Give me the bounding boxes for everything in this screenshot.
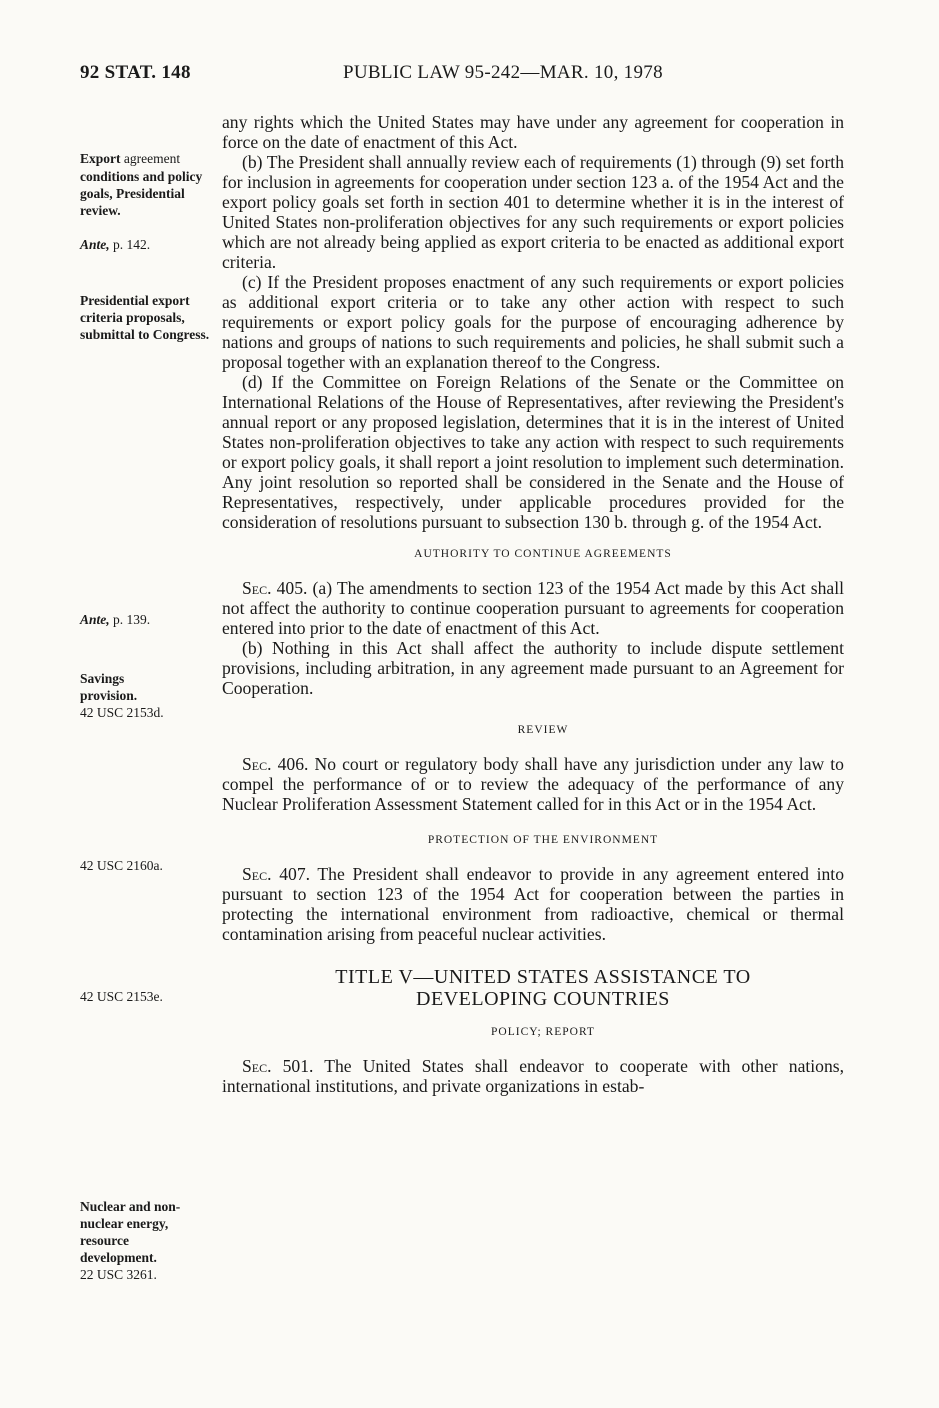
- margin-note-export: Export agreement: [80, 151, 181, 166]
- margin-note-usc-2153e: 42 USC 2153e.: [80, 989, 163, 1004]
- page-header-title: PUBLIC LAW 95-242—MAR. 10, 1978: [343, 62, 663, 83]
- title-v-line1: TITLE V—UNITED STATES ASSISTANCE TO: [335, 966, 751, 988]
- margin-note-nuclear-energy: Nuclear and non-nuclear energy, resource development.: [80, 1199, 181, 1265]
- heading-authority: AUTHORITY TO CONTINUE AGREEMENTS: [414, 548, 672, 560]
- paragraph-continuation: any rights which the United States may have under any agreement for cooperation in force on the date of enactment of this Act.: [222, 112, 844, 152]
- margin-note-ante-139: Ante, p. 139.: [80, 612, 151, 627]
- paragraph-b: (b) The President shall annually review each of requirements (1) through (9) set forth for inclusion in agreements for cooperation under section 123 a. of the 1954 Act and the export policy goals set forth in section 401 to determine whether it is in the interest of United States non-proliferation objectives for any such requirements or export policies which are not already being applied as export criteria to be enacted as additional export criteria.: [222, 152, 844, 272]
- paragraph-d: (d) If the Committee on Foreign Relations of the Senate or the Committee on International Relations of the House of Representatives, after reviewing the President's annual report or any proposed legislation, determines that it is in the interest of United States non-proliferation objectives to take any action with respect to such requirements or export policy goals, it shall report a joint resolution to implement such determination. Any joint resolution so reported shall be considered in the Senate and the House of Representatives, respectively, under applicable procedures provided for the consideration of resolutions pursuant to subsection 130 b. through g. of the 1954 Act.: [222, 372, 844, 532]
- section-405a: Sec. 405. (a) The amendments to section 123 of the 1954 Act made by this Act shall not affect the authority to continue cooperation pursuant to agreements for cooperation entered into prior to the date of enactment of this Act.: [222, 578, 844, 638]
- heading-policy-report: POLICY; REPORT: [491, 1026, 595, 1038]
- margin-note-usc-3261: 22 USC 3261.: [80, 1267, 157, 1282]
- margin-note-usc-2153d: 42 USC 2153d.: [80, 705, 164, 720]
- margin-note-conditions: conditions and policy goals, Presidential review.: [80, 169, 203, 218]
- margin-note-presidential-export: Presidential export criteria proposals, submittal to Congress.: [80, 293, 210, 342]
- margin-note-usc-2160a: 42 USC 2160a.: [80, 858, 163, 873]
- heading-environment: PROTECTION OF THE ENVIRONMENT: [427, 834, 659, 846]
- section-501: Sec. 501. The United States shall endeavor to cooperate with other nations, international institutions, and private organizations in estab-: [222, 1056, 844, 1096]
- margin-note-savings: Savings provision.: [80, 671, 138, 703]
- section-407: Sec. 407. The President shall endeavor to provide in any agreement entered into pursuant to section 123 of the 1954 Act for cooperation between the parties in protecting the international environment from radioactive, chemical or thermal contamination arising from peaceful nuclear activities.: [222, 864, 844, 944]
- page-stat-number: 92 STAT. 148: [80, 62, 191, 83]
- margin-note-ante-142: Ante, p. 142.: [80, 237, 151, 252]
- heading-review: REVIEW: [517, 724, 569, 736]
- paragraph-c: (c) If the President proposes enactment of any such requirements or export policies as additional export criteria or to take any other action with respect to such requirements or export policy goals for the purpose of encouraging adherence by nations and groups of nations to such requirements and policies, he shall submit such a proposal together with an explanation thereof to the Congress.: [222, 272, 844, 372]
- section-405b: (b) Nothing in this Act shall affect the authority to include dispute settlement provisions, including arbitration, in any agreement made pursuant to an Agreement for Cooperation.: [222, 638, 844, 698]
- section-406: Sec. 406. No court or regulatory body shall have any jurisdiction under any law to compel the performance of or to review the adequacy of the performance of any Nuclear Proliferation Assessment Statement called for in this Act or in the 1954 Act.: [222, 754, 844, 814]
- main-text: [222, 112, 844, 1096]
- title-v-line2: DEVELOPING COUNTRIES: [416, 988, 670, 1010]
